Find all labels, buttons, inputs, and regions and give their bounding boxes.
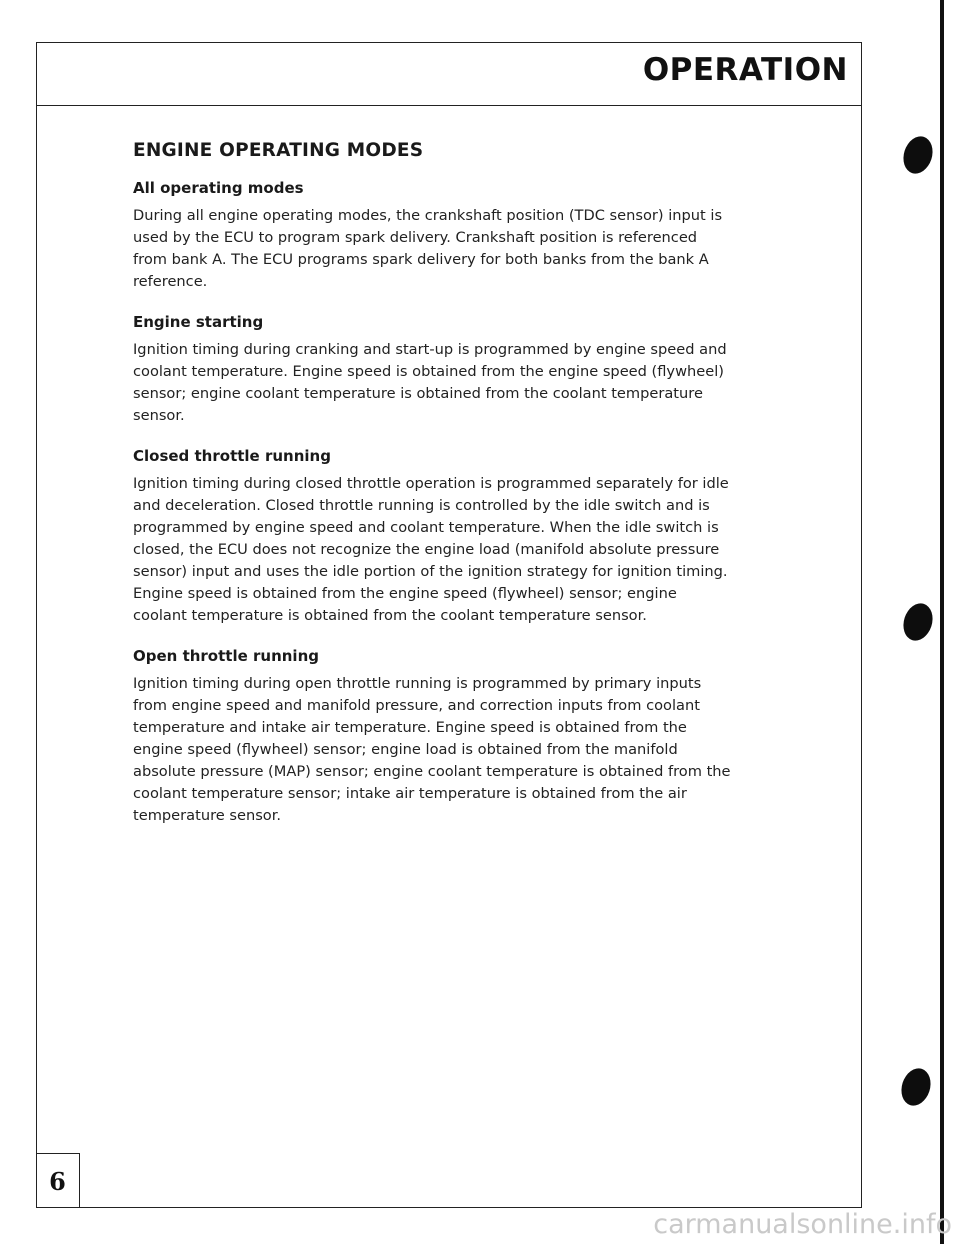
- binding-hole-icon: [899, 133, 937, 178]
- subsection-heading: Engine starting: [133, 313, 264, 331]
- section-title: ENGINE OPERATING MODES: [133, 140, 424, 161]
- subsection-body: Ignition timing during cranking and start-up is programmed by engine speed and coolant temperature. Engine speed is obtained from the engine speed (flywheel) sensor; engine coolant temperature is obtained from the coolant temperature sensor.: [133, 341, 727, 424]
- subsection-open-throttle-running: [133, 647, 733, 827]
- binding-hole-icon: [899, 600, 937, 645]
- subsection-engine-starting: [133, 313, 733, 427]
- main-content: [133, 140, 733, 847]
- binding-spine-line: [940, 0, 944, 1244]
- binding-hole-icon: [897, 1065, 935, 1110]
- subsection-all-operating-modes: [133, 179, 733, 293]
- subsection-body: Ignition timing during open throttle running is programmed by primary inputs from engine speed and manifold pressure, and correction inputs from coolant temperature and intake air temperature. Engine speed is obtained from the engine speed (flywheel) sensor; engine load is obtained from the manifold absolute pressure (MAP) sensor; engine coolant temperature is obtained from the coolant temperature sensor; intake air temperature is obtained from the air temperature sensor.: [133, 675, 731, 824]
- page-number: 6: [36, 1153, 80, 1208]
- subsection-heading: Closed throttle running: [133, 447, 331, 465]
- subsection-body: Ignition timing during closed throttle operation is programmed separately for idle and deceleration. Closed throttle running is controlled by the idle switch and is programmed by engine speed and coolant temperature. When the idle switch is closed, the ECU does not recognize the engine load (manifold absolute pressure sensor) input and uses the idle portion of the ignition strategy for ignition timing. Engine speed is obtained from the engine speed (flywheel) sensor; engine coolant temperature is obtained from the coolant temperature sensor.: [133, 475, 729, 624]
- subsection-heading: Open throttle running: [133, 647, 319, 665]
- subsection-closed-throttle-running: [133, 447, 733, 627]
- subsection-heading: All operating modes: [133, 179, 304, 197]
- header-divider: [36, 105, 862, 106]
- subsection-body: During all engine operating modes, the crankshaft position (TDC sensor) input is used by the ECU to program spark delivery. Crankshaft position is referenced from bank A. The ECU programs spark delivery for both banks from the bank A reference.: [133, 207, 723, 290]
- watermark: carmanualsonline.info: [653, 1209, 952, 1240]
- page-header-title: OPERATION: [642, 52, 848, 88]
